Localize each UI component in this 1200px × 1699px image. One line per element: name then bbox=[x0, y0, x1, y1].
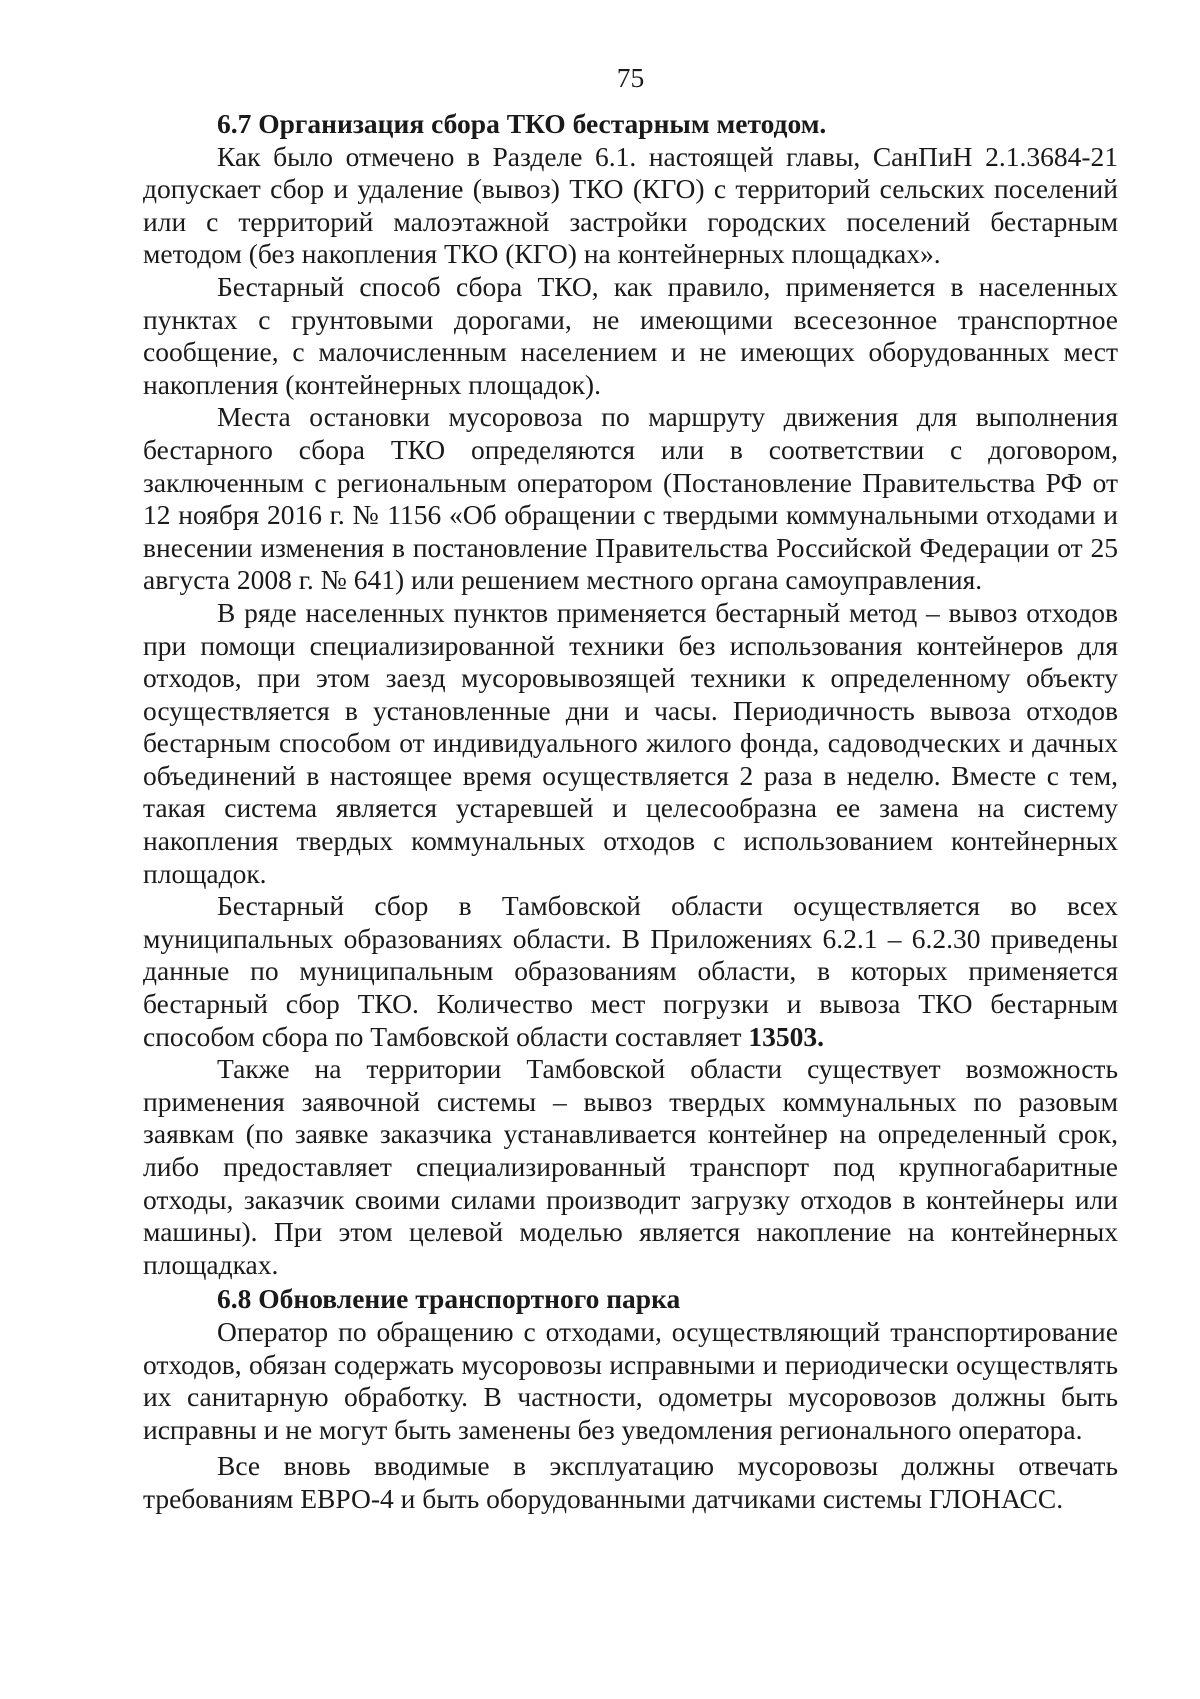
paragraph: Оператор по обращению с отходами, осуществляющий транспортирование отходов, обязан содержать мусоровозы исправными и периодически осуществлять их санитарную обработку. В частности, одометры мусоровозов должны быть исправны и не могут быть заменены без уведомления регионального оператора. bbox=[143, 1315, 1118, 1445]
paragraph: В ряде населенных пунктов применяется бестарный метод – вывоз отходов при помощи специализированной техники без использования контейнеров для отходов, при этом заезд мусоровывозящей техники к определенному объекту осуществляется в установленные дни и часы. Периодичность вывоза отходов бестарным способом от индивидуального жилого фонда, садоводческих и дачных объединений в настоящее время осуществляется 2 раза в неделю. Вместе с тем, такая система является устаревшей и целесообразна ее замена на систему накопления твердых коммунальных отходов с использованием контейнерных площадок. bbox=[143, 596, 1118, 889]
paragraph: Бестарный способ сбора ТКО, как правило, применяется в населенных пунктах с грунтовыми дорогами, не имеющими всесезонное транспортное сообщение, с малочисленным населением и не имеющих оборудованных мест накопления (контейнерных площадок). bbox=[143, 270, 1118, 400]
page-number: 75 bbox=[616, 62, 645, 93]
paragraph-text: Бестарный сбор в Тамбовской области осуществляется во всех муниципальных образованиях области. В Приложениях 6.2.1 – 6.2.30 приведены данные по муниципальным образованиям области, в которых применяется бестарный сбор ТКО. Количество мест погрузки и вывоза ТКО бестарным способом сбора по Тамбовской области составляет bbox=[143, 890, 1118, 1052]
total-points-value: 13503. bbox=[748, 1020, 824, 1052]
paragraph: Все вновь вводимые в эксплуатацию мусоровозы должны отвечать требованиям ЕВРО-4 и быть оборудованными датчиками системы ГЛОНАСС. bbox=[143, 1450, 1118, 1514]
paragraph: Места остановки мусоровоза по маршруту движения для выполнения бестарного сбора ТКО определяются или в соответствии с договором, заключенным с региональным оператором (Постановление Правительства РФ от 12 ноября 2016 г. № 1156 «Об обращении с твердыми коммунальными отходами и внесении изменения в постановление Правительства Российской Федерации от 25 августа 2008 г. № 641) или решением местного органа самоуправления. bbox=[143, 401, 1118, 596]
section-heading-6-7: 6.7 Организация сбора ТКО бестарным методом. bbox=[217, 108, 827, 139]
paragraph bbox=[143, 890, 1118, 1053]
section-heading-6-8: 6.8 Обновление транспортного парка bbox=[217, 1283, 681, 1315]
paragraph: Также на территории Тамбовской области существует возможность применения заявочной системы – вывоз твердых коммунальных по разовым заявкам (по заявке заказчика устанавливается контейнер на определенный срок, либо предоставляет специализированный транспорт под крупногабаритные отходы, заказчик своими силами производит загрузку отходов в контейнеры или машины). При этом целевой моделью является накопление на контейнерных площадках. bbox=[143, 1053, 1118, 1280]
paragraph: Как было отмечено в Разделе 6.1. настоящей главы, СанПиН 2.1.3684-21 допускает сбор и удаление (вывоз) ТКО (КГО) с территорий сельских поселений или с территорий малоэтажной застройки городских поселений бестарным методом (без накопления ТКО (КГО) на контейнерных площадках». bbox=[143, 140, 1118, 270]
document-page bbox=[143, 62, 1118, 1516]
